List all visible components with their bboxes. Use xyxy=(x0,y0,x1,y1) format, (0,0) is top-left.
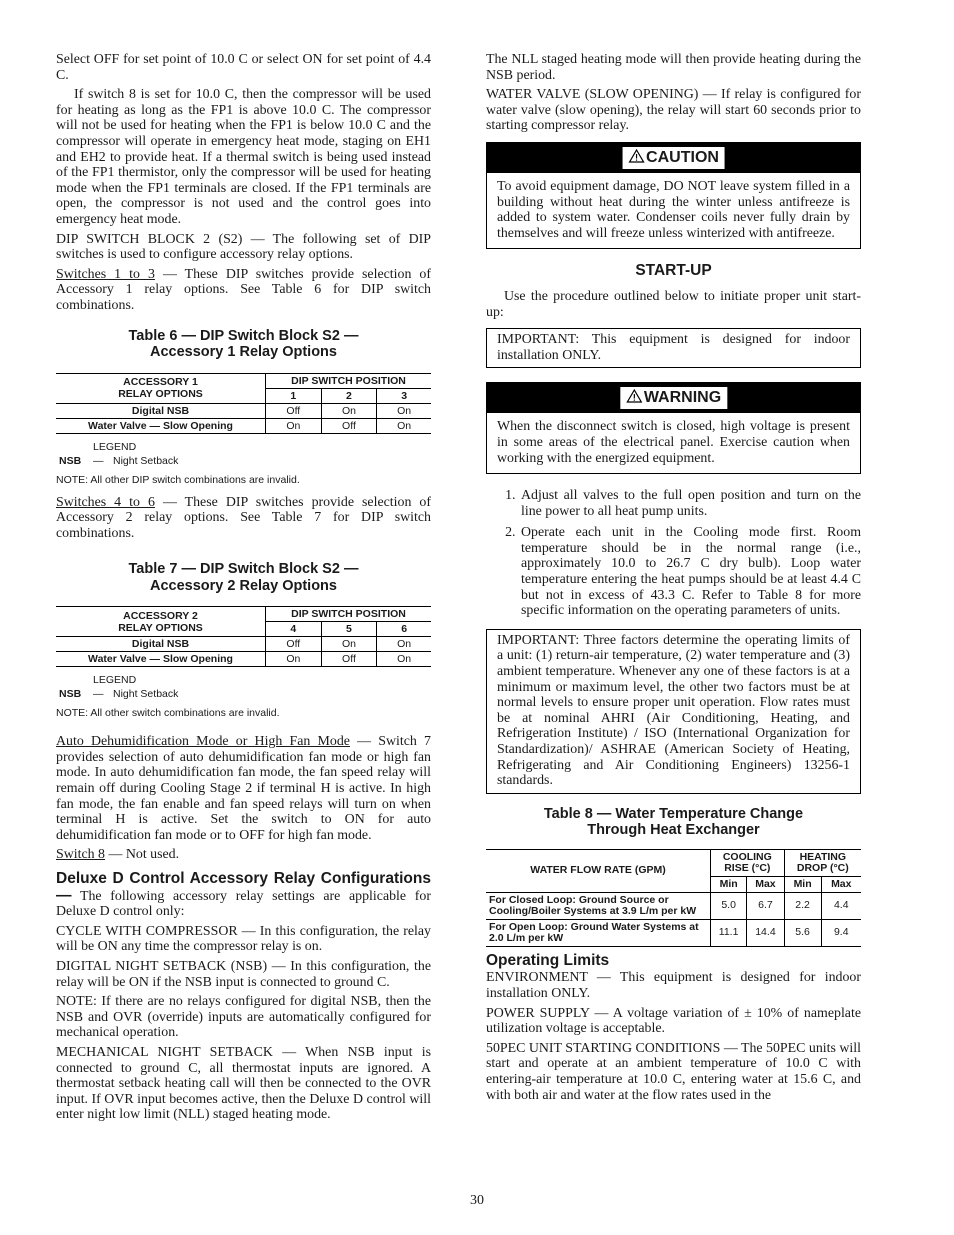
table7-note: NOTE: All other switch combinations are invalid. xyxy=(56,707,280,720)
table7-legend: LEGEND NSB — Night Setback xyxy=(59,674,179,701)
header-cell: 3 xyxy=(377,388,431,403)
header-cell: COOLING RISE (°C) xyxy=(711,849,785,876)
header-cell: DIP SWITCH POSITION xyxy=(266,607,432,622)
warning-label: WARNING xyxy=(620,387,727,409)
paragraph: Deluxe D Control Accessory Relay Configurations — The following accessory relay settings are applicable for Deluxe D control only: xyxy=(56,870,431,920)
paragraph: CYCLE WITH COMPRESSOR — In this configuration, the relay will be ON any time the compressor relay is on. xyxy=(56,923,431,955)
table6-note: NOTE: All other DIP switch combinations are invalid. xyxy=(56,473,300,486)
paragraph: Switch 8 — Not used. xyxy=(56,847,180,863)
paragraph xyxy=(56,267,431,314)
table7-caption: Table 7 — DIP Switch Block S2 — Accessory 2 Relay Options xyxy=(128,561,359,594)
header-cell: 2 xyxy=(321,388,377,403)
right-column xyxy=(486,52,861,1107)
table6 xyxy=(56,373,431,434)
table8-caption: Table 8 — Water Temperature Change Through Heat Exchanger xyxy=(543,805,804,839)
page-number: 30 xyxy=(470,1193,484,1208)
paragraph: Use the procedure outlined below to initiate proper unit start-up: xyxy=(486,288,861,320)
operating-limits-heading: Operating Limits xyxy=(486,951,610,969)
paragraph: WATER VALVE (SLOW OPENING) — If relay is configured for water valve (slow opening), the relay will start 60 seconds prior to starting compressor relay. xyxy=(486,87,861,134)
paragraph: DIGITAL NIGHT SETBACK (NSB) — In this configuration, the relay will be ON if the NSB input is connected to ground C. xyxy=(56,959,431,990)
warning-triangle-icon xyxy=(628,149,644,163)
section-heading: Deluxe D Control Accessory Relay Configurations — xyxy=(56,870,431,904)
table6-caption xyxy=(56,328,431,361)
header-cell: HEATING DROP (°C) xyxy=(784,849,861,876)
header-cell: ACCESSORY 1 RELAY OPTIONS xyxy=(56,373,266,403)
table-row: Water Valve — Slow Opening On Off On xyxy=(56,652,431,667)
table8: WATER FLOW RATE (GPM) COOLING RISE (°C) HEATING DROP (°C) Min Max Min Max For Closed Loop: Ground Source or Cooling/Boiler Systems at 3.9 L/m per kW 5.0 6.7 2.2 4.4 For Open Loop: Ground Water Systems at 2.0 L/m per kW 11.1 14.4 5.6 9.4 xyxy=(486,849,861,947)
list-item: 2. Operate each unit in the Cooling mode first. Room temperature should be in the normal range (i.e., approximately 10.0 to 26.7 C dry bulb). Loop water temperature entering the heat pumps should be at least 4.4 C but not in excess of 43.3 C. Refer to Table 8 for more specific information on the operating parameters of units. xyxy=(519,525,861,619)
header-cell: WATER FLOW RATE (GPM) xyxy=(486,849,711,892)
paragraph: Switches 4 to 6 — These DIP switches provide selection of Accessory 2 relay options. See Table 7 for DIP switch combinations. xyxy=(56,494,431,541)
caution-box xyxy=(486,142,861,249)
important-box: IMPORTANT: This equipment is designed for indoor installation ONLY. xyxy=(486,328,861,368)
paragraph: MECHANICAL NIGHT SETBACK — When NSB input is connected to ground C, all thermostat inputs are ignored. A thermostat setback heating call will then be connected to the OVR input. If OVR input becomes active, then the Deluxe D control will enter night low limit (NLL) staged heating mode. xyxy=(56,1044,431,1123)
startup-heading: START-UP xyxy=(635,262,712,280)
paragraph: DIP SWITCH BLOCK 2 (S2) — The following set of DIP switches is used to configure accessory relay options. xyxy=(56,231,431,263)
header-cell: ACCESSORY 2 RELAY OPTIONS xyxy=(56,607,266,637)
paragraph: Select OFF for set point of 10.0 C or select ON for set point of 4.4 C. xyxy=(56,52,431,83)
table-row: Water Valve — Slow Opening On Off On xyxy=(56,418,431,433)
caption-line: Accessory 1 Relay Options xyxy=(150,344,337,360)
switch-heading: Switches 4 to 6 xyxy=(56,494,155,510)
warning-text: When the disconnect switch is closed, high voltage is present in some areas of the electrical panel. Exercise caution when working with the energized equipment. xyxy=(497,419,850,466)
warning-triangle-icon xyxy=(626,389,642,403)
header-cell: 1 xyxy=(266,388,322,403)
paragraph: If switch 8 is set for 10.0 C, then the compressor will be used for heating as long as the FP1 is above 10.0 C. The compressor will not be used for heating when the FP1 is below 10.0 C and the compressor will operate in emergency heat mode, staging on EH1 and EH2 to provide heat. If a thermal switch is being used instead of the FP1 thermistor, only the compressor will be used for heating mode when the FP1 terminals are closed. If the FP1 terminals are open, the compressor is not used and the control goes into emergency heat mode. xyxy=(56,87,431,227)
table-row: Digital NSB Off On On xyxy=(56,403,431,418)
caption-line: Table 6 — DIP Switch Block S2 — xyxy=(128,327,359,344)
table-row: For Closed Loop: Ground Source or Cooling/Boiler Systems at 3.9 L/m per kW 5.0 6.7 2.2 4.4 xyxy=(486,892,861,919)
paragraph: NOTE: If there are no relays configured for digital NSB, then the NSB and OVR (override) inputs are automatically configured for mechanical operation. xyxy=(56,994,431,1041)
table-row: Digital NSB Off On On xyxy=(56,637,431,652)
left-column xyxy=(56,52,431,1127)
switch-heading: Auto Dehumidification Mode or High Fan Mode xyxy=(56,734,350,750)
paragraph: 50PEC UNIT STARTING CONDITIONS — The 50PEC units will start and operate at an ambient temperature of 10.0 C with entering-air temperature at 10.0 C, entering water at 15.6 C, and with both air and water at the flow rates used in the xyxy=(486,1040,861,1103)
startup-steps xyxy=(486,488,861,619)
paragraph: Auto Dehumidification Mode or High Fan Mode — Switch 7 provides selection of auto dehumidification fan mode or high fan mode. In auto dehumidification fan mode, the fan speed relay will remain off during Cooling Stage 2 if terminal H is active. In high fan mode, the fan enable and fan speed relays will turn on when terminal H is active. Set the switch to ON for auto dehumidification fan mode or to OFF for high fan mode. xyxy=(56,734,431,843)
important-box: IMPORTANT: Three factors determine the operating limits of a unit: (1) return-air temperature, (2) water temperature and (3) ambient temperature. Whenever any one of these factors is at a minimum or maximum level, the other two factors must be at normal levels to ensure proper unit operation. Flow rates must be at nominal AHRI (Air Conditioning, Heating, and Refrigeration Institute) / ISO (International Organization for Standardization)/ ASHRAE (American Society of Heating, Refrigerating and Air Conditioning Engineers) 13256-1 standards. xyxy=(486,629,861,794)
switch-heading: Switch 8 xyxy=(56,847,106,863)
table7: ACCESSORY 2 RELAY OPTIONS DIP SWITCH POSITION 4 5 6 Digital NSB Off On On Water Valve — Slow Opening On Off On xyxy=(56,606,431,667)
switch-heading: Switches 1 to 3 xyxy=(56,266,155,282)
warning-box xyxy=(486,382,861,474)
paragraph: The NLL staged heating mode will then provide heating during the NSB period. xyxy=(486,52,861,83)
caution-label: CAUTION xyxy=(622,147,725,169)
paragraph-text: — These DIP switches provide selection of Accessory 1 relay options. See Table 6 for DIP switch combinations. xyxy=(56,266,431,313)
table-row: For Open Loop: Ground Water Systems at 2.0 L/m per kW 11.1 14.4 5.6 9.4 xyxy=(486,919,861,946)
paragraph: POWER SUPPLY — A voltage variation of ± 10% of nameplate utilization voltage is acceptable. xyxy=(486,1005,861,1037)
caution-text: To avoid equipment damage, DO NOT leave system filled in a building without heat during the winter unless antifreeze is added to system water. Condenser coils never fully drain by themselves and will freeze unless winterized with antifreeze. xyxy=(497,178,850,241)
header-cell: DIP SWITCH POSITION xyxy=(266,373,432,388)
table6-legend: LEGEND NSB — Night Setback xyxy=(59,440,179,467)
paragraph: ENVIRONMENT — This equipment is designed for indoor installation ONLY. xyxy=(486,970,861,1001)
list-item: 1. Adjust all valves to the full open position and turn on the line power to all heat pump units. xyxy=(519,488,861,519)
